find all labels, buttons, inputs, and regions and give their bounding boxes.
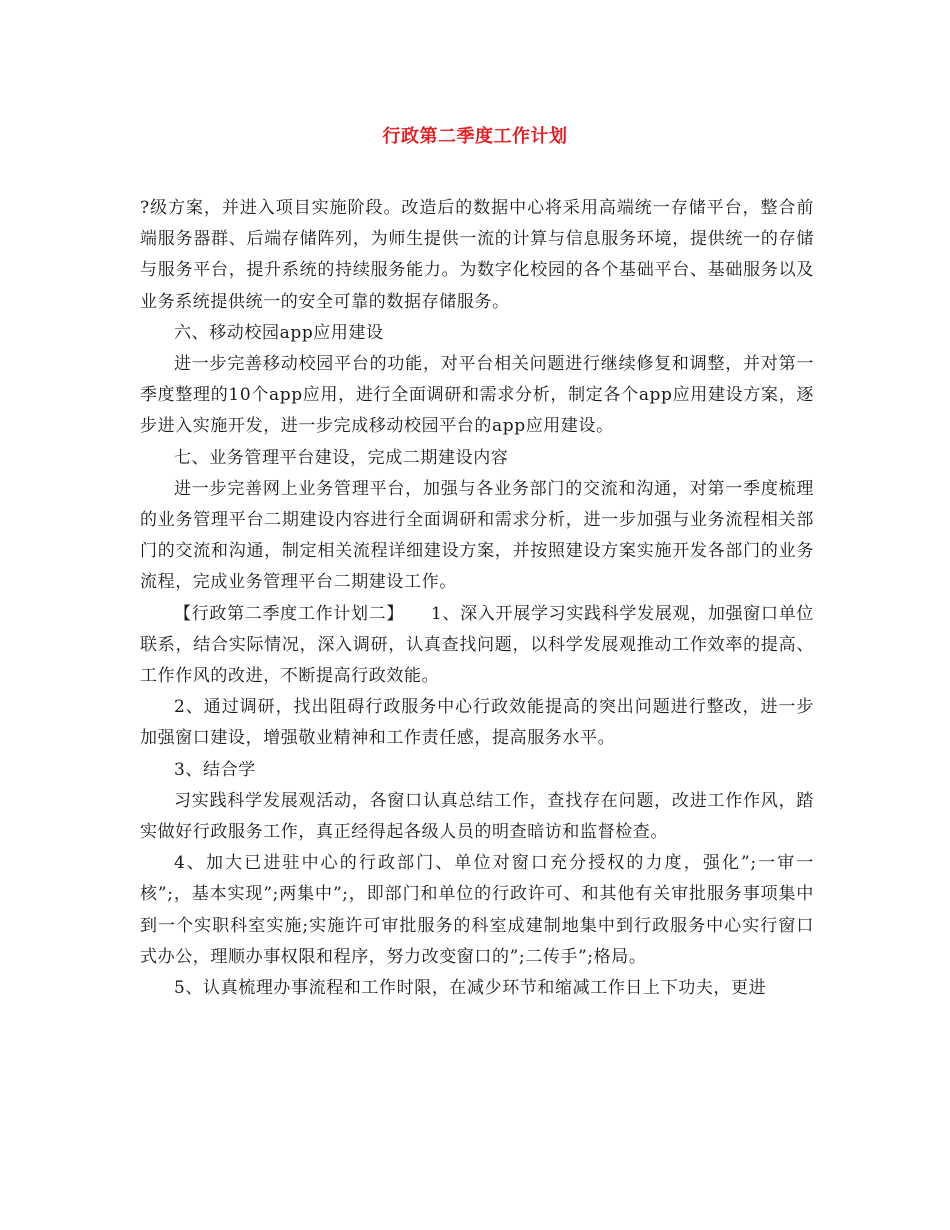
paragraph: 3、结合学 — [174, 759, 256, 780]
paragraph: 4、加大已进驻中心的行政部门、单位对窗口充分授权的力度，强化”;一审一核”;，基本实现”;两集中”;，即部门和单位的行政许可、和其他有关审批服务事项集中到一个实职科室实施;实施许可审批服务的科室成建制地集中到行政服务中心实行窗口式办公，理顺办事权限和程序，努力改变窗口的”;二传手”;格局。 — [140, 853, 814, 967]
paragraph: 六、移动校园app应用建设 — [174, 322, 384, 343]
paragraph: ?级方案，并进入项目实施阶段。改造后的数据中心将采用高端统一存储平台，整合前端服务器群、后端存储阵列，为师生提供一流的计算与信息服务环境，提供统一的存储与服务平台，提升系统的持续服务能力。为数字化校园的各个基础平台、基础服务以及业务系统提供统一的安全可靠的数据存储服务。 — [140, 198, 814, 312]
paragraph: 七、业务管理平台建设，完成二期建设内容 — [174, 447, 509, 468]
paragraph: 习实践科学发展观活动，各窗口认真总结工作，查找存在问题，改进工作作风，踏实做好行政服务工作，真正经得起各级人员的明查暗访和监督检查。 — [140, 790, 814, 843]
paragraph: 进一步完善网上业务管理平台，加强与各业务部门的交流和沟通，对第一季度梳理的业务管理平台二期建设内容进行全面调研和需求分析，进一步加强与业务流程相关部门的交流和沟通，制定相关流程详细建设方案，并按照建设方案实施开发各部门的业务流程，完成业务管理平台二期建设工作。 — [140, 478, 814, 593]
paragraph: 5、认真梳理办事流程和工作时限，在减少环节和缩减工作日上下功夫，更进 — [174, 978, 767, 999]
paragraph: 2、通过调研，找出阻碍行政服务中心行政效能提高的突出问题进行整改，进一步加强窗口建设，增强敬业精神和工作责任感，提高服务水平。 — [140, 697, 814, 749]
paragraph: 进一步完善移动校园平台的功能，对平台相关问题进行继续修复和调整，并对第一季度整理的10个app应用，进行全面调研和需求分析，制定各个app应用建设方案，逐步进入实施开发，进一步完成移动校园平台的app应用建设。 — [140, 354, 814, 437]
document-title: 行政第二季度工作计划 — [382, 126, 568, 147]
document-body — [140, 193, 814, 1004]
paragraph: 【行政第二季度工作计划二】 1、深入开展学习实践科学发展观，加强窗口单位联系，结合实际情况，深入调研，认真查找问题，以科学发展观推动工作效率的提高、工作作风的改进，不断提高行政效能。 — [140, 603, 814, 687]
